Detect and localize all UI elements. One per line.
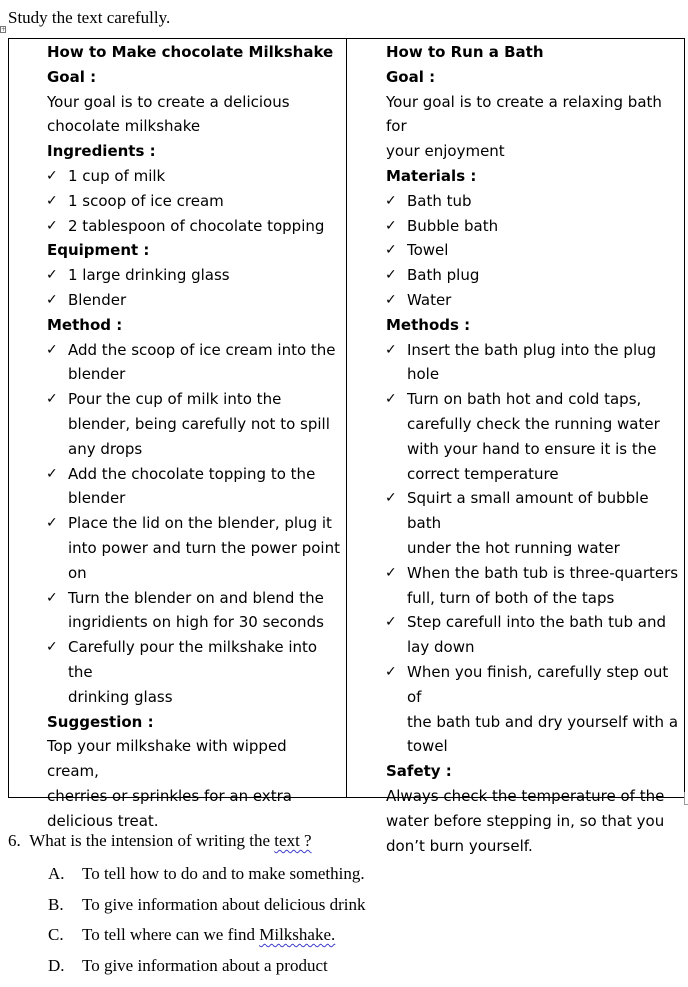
suggestion-heading: Suggestion : [47, 712, 154, 731]
ingredient-item [47, 214, 342, 239]
goal-heading: Goal : [386, 67, 436, 86]
method-step [386, 561, 680, 611]
safety-heading: Safety : [386, 762, 452, 781]
method-step [47, 462, 342, 512]
method-step-text [407, 486, 680, 560]
method-step-line: carefully check the running water [407, 414, 660, 433]
material-item-text: Bubble bath [407, 216, 499, 235]
method-step-line: Squirt a small amount of bubble bath [407, 489, 649, 533]
materials-heading: Materials : [386, 166, 477, 185]
method-step [386, 610, 680, 660]
method-step-line: blender [68, 365, 126, 384]
option-text-main: To tell where can we find [82, 925, 260, 944]
safety-line: don’t burn yourself. [386, 836, 533, 855]
check-icon: ✓ [385, 242, 397, 259]
method-step-line: under the hot running water [407, 538, 620, 557]
method-step-line: into power and turn the power point [68, 538, 340, 557]
equipment-item [47, 263, 342, 288]
ingredient-item-text: 1 scoop of ice cream [68, 191, 224, 210]
equipment-item [47, 288, 342, 313]
answer-option[interactable] [48, 920, 366, 951]
method-step-line: Insert the bath plug into the plug [407, 340, 657, 359]
method-step-line: on [68, 563, 87, 582]
method-step-line: hole [407, 365, 440, 384]
method-step-line: Turn the blender on and blend the [68, 588, 324, 607]
method-step [386, 486, 680, 560]
check-icon: ✓ [46, 267, 58, 284]
recipe-title: How to Make chocolate Milkshake [47, 43, 334, 61]
check-icon: ✓ [46, 291, 58, 308]
bath-column [347, 39, 684, 855]
safety-line: Always check the temperature of the [386, 786, 665, 805]
option-letter: A. [48, 864, 65, 883]
method-step-text [68, 338, 342, 388]
method-step-line: lay down [407, 638, 475, 657]
method-step-line: Step carefull into the bath tub and [407, 613, 666, 632]
method-step-line: Carefully pour the milkshake into the [68, 638, 318, 681]
method-step [47, 387, 342, 461]
method-step-text [407, 660, 680, 759]
method-step-line: blender [68, 489, 126, 508]
check-icon: ✓ [385, 291, 397, 308]
answer-options [48, 859, 366, 981]
method-step-text [68, 635, 342, 709]
ingredient-item-text: 1 cup of milk [68, 166, 166, 185]
question-text: What is the intension of writing the [29, 831, 275, 850]
option-letter: B. [48, 894, 64, 914]
method-step [47, 586, 342, 636]
check-icon: ✓ [385, 663, 397, 680]
material-item-text: Towel [407, 241, 449, 260]
option-text-main: To give information about a product [82, 955, 328, 975]
material-item-text: Water [407, 290, 452, 309]
check-icon: ✓ [385, 217, 397, 234]
goal-line: chocolate milkshake [47, 117, 201, 136]
check-icon: ✓ [46, 515, 58, 532]
question-number: 6. [8, 831, 21, 850]
option-text [82, 890, 366, 921]
material-item [386, 238, 680, 263]
method-step-line: correct temperature [407, 464, 559, 483]
method-step-line: When you finish, carefully step out of [407, 662, 669, 706]
question-text-marked: text ? [274, 831, 312, 850]
equipment-heading: Equipment : [47, 241, 150, 260]
method-step [386, 660, 680, 759]
method-step-line: with your hand to ensure it is the [407, 439, 657, 458]
suggestion-line: Top your milkshake with wipped cream, [47, 737, 287, 781]
option-letter: C. [48, 925, 64, 944]
check-icon: ✓ [46, 391, 58, 408]
goal-heading: Goal : [47, 67, 97, 86]
method-step-line: When the bath tub is three-quarters [407, 563, 679, 582]
check-icon: ✓ [46, 589, 58, 606]
material-item [386, 189, 680, 214]
equipment-item-text: 1 large drinking glass [68, 266, 230, 285]
option-text-main: To tell how to do and to make something. [82, 864, 365, 883]
check-icon: ✓ [385, 564, 397, 581]
option-text [82, 859, 365, 890]
method-heading: Method : [47, 315, 123, 334]
table-end-mark [684, 792, 688, 805]
check-icon: ✓ [385, 341, 397, 358]
check-icon: ✓ [385, 614, 397, 631]
method-step-line: full, turn of both of the taps [407, 588, 615, 607]
procedure-title: How to Run a Bath [386, 43, 544, 61]
instruction-text: Study the text carefully. [8, 8, 171, 27]
check-icon: ✓ [385, 490, 397, 507]
method-step-line: Turn on bath hot and cold taps, [407, 390, 642, 409]
check-icon: ✓ [46, 217, 58, 234]
material-item [386, 288, 680, 313]
method-step [47, 338, 342, 388]
answer-option[interactable] [48, 859, 366, 890]
material-item [386, 214, 680, 239]
method-step-line: the bath tub and dry yourself with a [407, 712, 679, 731]
suggestion-line: delicious treat. [47, 811, 159, 830]
ingredients-heading: Ingredients : [47, 142, 156, 161]
equipment-item-text: Blender [68, 290, 127, 309]
table-anchor-icon: + [1, 26, 7, 33]
ingredient-item [47, 189, 342, 214]
option-text [82, 951, 328, 982]
method-step-line: towel [407, 737, 448, 756]
method-step [386, 338, 680, 388]
goal-line: Your goal is to create a delicious [47, 92, 290, 111]
option-text [82, 920, 335, 951]
safety-line: water before stepping in, so that you [386, 811, 665, 830]
check-icon: ✓ [385, 267, 397, 284]
option-letter: D. [48, 955, 65, 975]
method-step [386, 387, 680, 486]
method-step-line: blender, being carefully not to spill [68, 414, 330, 433]
ingredient-item-text: 2 tablespoon of chocolate topping [68, 216, 325, 235]
suggestion-line: cherries or sprinkles for an extra [47, 786, 292, 805]
ingredient-item [47, 164, 342, 189]
check-icon: ✓ [46, 465, 58, 482]
check-icon: ✓ [46, 341, 58, 358]
methods-heading: Methods : [386, 315, 471, 334]
answer-option[interactable] [48, 890, 366, 921]
method-step-text [68, 462, 342, 512]
check-icon: ✓ [385, 391, 397, 408]
method-step-line: ingridients on high for 30 seconds [68, 613, 324, 632]
milkshake-column [9, 39, 347, 830]
method-step-line: Pour the cup of milk into the [68, 390, 282, 409]
question-6 [8, 829, 312, 853]
method-step-text [68, 387, 342, 461]
material-item-text: Bath plug [407, 266, 480, 285]
method-step-line: Add the scoop of ice cream into the [68, 340, 336, 359]
method-step [47, 511, 342, 585]
method-step-text [68, 511, 342, 585]
material-item [386, 263, 680, 288]
option-text-marked: Milkshake. [259, 925, 336, 944]
method-step-text [407, 338, 680, 388]
method-step-line: drinking glass [68, 687, 173, 706]
method-step [47, 635, 342, 709]
method-step-text [68, 586, 342, 636]
method-step-text [407, 610, 680, 660]
method-step-line: Place the lid on the blender, plug it [68, 514, 332, 533]
goal-line: your enjoyment [386, 142, 505, 161]
method-step-text [407, 561, 680, 611]
check-icon: ✓ [385, 192, 397, 209]
answer-option[interactable] [48, 951, 366, 982]
method-step-text [407, 387, 680, 486]
check-icon: ✓ [46, 192, 58, 209]
material-item-text: Bath tub [407, 191, 472, 210]
check-icon: ✓ [46, 167, 58, 184]
method-step-line: Add the chocolate topping to the [68, 464, 316, 483]
option-text-main: To give information about delicious drink [82, 894, 366, 914]
method-step-line: any drops [68, 439, 143, 458]
check-icon: ✓ [46, 639, 58, 656]
goal-line: Your goal is to create a relaxing bath for [386, 92, 662, 136]
